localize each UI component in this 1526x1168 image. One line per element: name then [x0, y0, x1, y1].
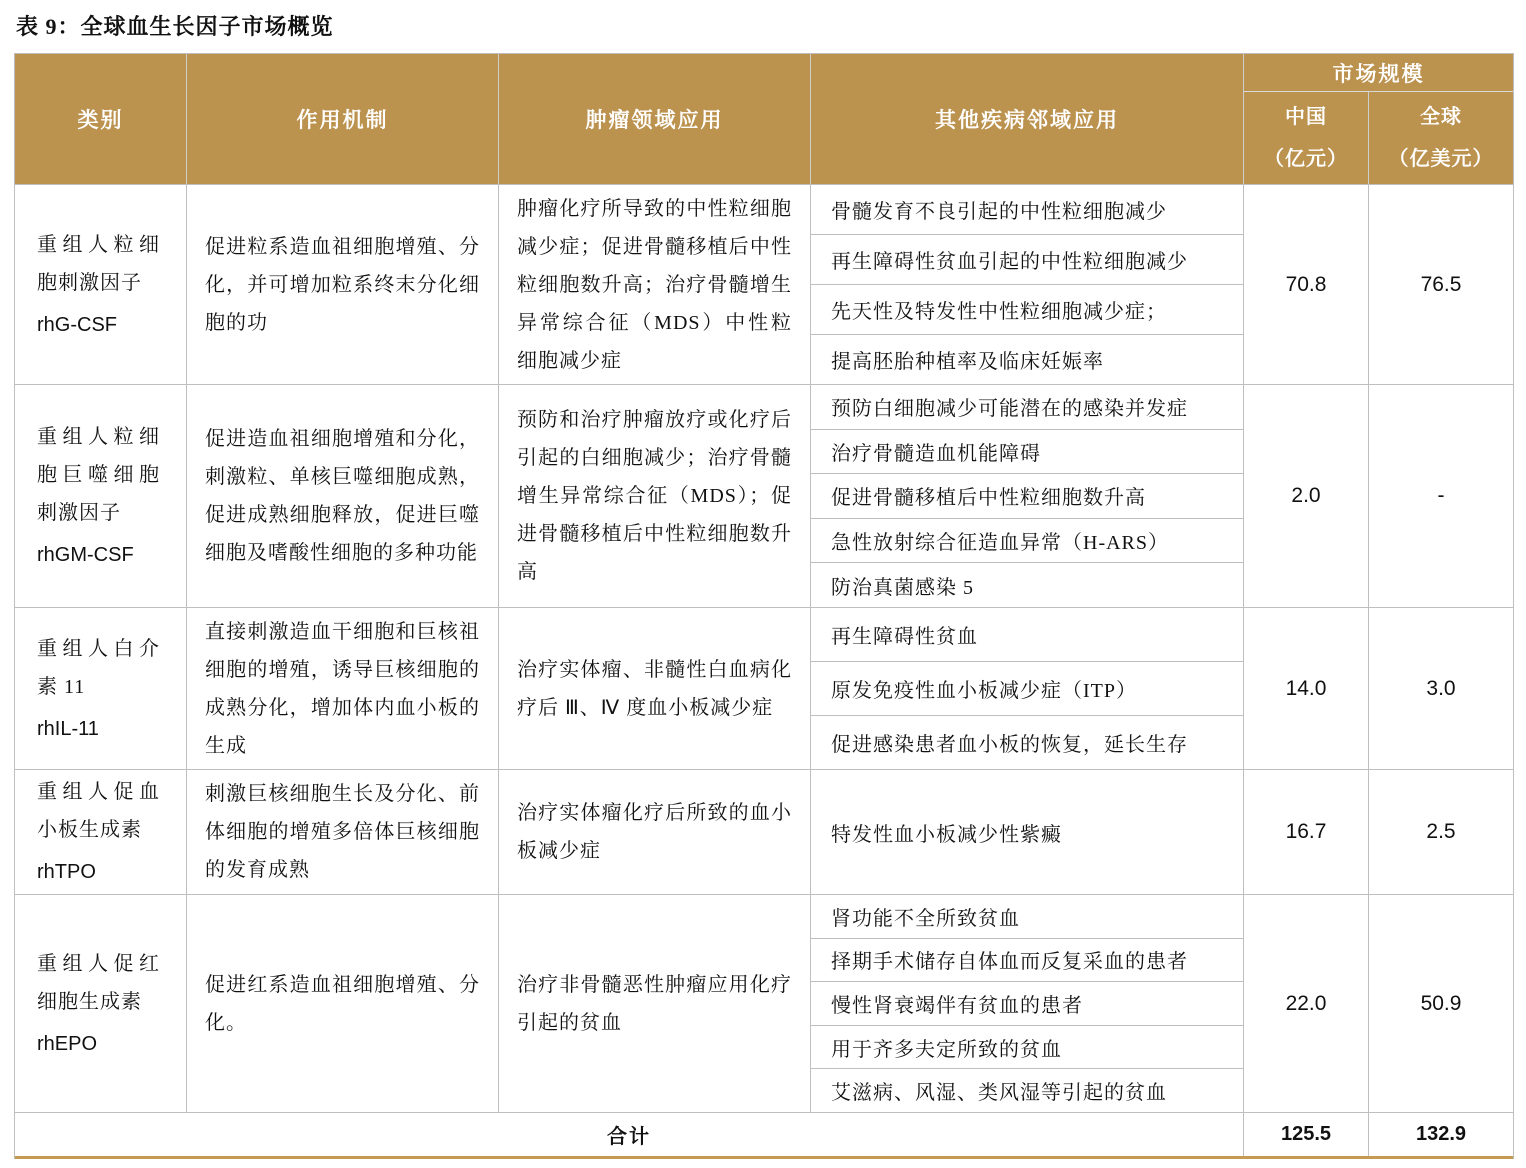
total-china-value: 125.5 — [1244, 1113, 1369, 1156]
mechanism-text: 促进红系造血祖细胞增殖、分化。 — [205, 973, 480, 1034]
table-row — [15, 894, 1513, 1112]
global-market-value: 50.9 — [1420, 991, 1462, 1015]
table-title: 表 9：全球血生长因子市场概览 — [16, 14, 334, 39]
other-apps-list — [811, 185, 1244, 384]
other-app-item: 先天性及特发性中性粒细胞减少症； — [811, 285, 1243, 335]
category-cell — [15, 895, 187, 1112]
china-market-value: 70.8 — [1244, 185, 1369, 384]
category-cell — [15, 385, 187, 607]
table-header-row — [15, 54, 1513, 184]
mechanism-text: 促进粒系造血祖细胞增殖、分化，并可增加粒系终末分化细胞的功 — [205, 235, 480, 334]
table-row — [15, 384, 1513, 607]
other-app-item: 艾滋病、风湿、类风湿等引起的贫血 — [831, 1082, 1167, 1105]
header-other-apps: 其他疾病邻域应用 — [811, 54, 1244, 184]
tumor-apps-cell — [499, 385, 811, 607]
category-name: 重组人粒细胞刺激因子 — [37, 233, 160, 294]
category-name: 重组人白介素 11 — [37, 637, 160, 698]
other-apps-list — [811, 770, 1244, 894]
china-market-value: 22.0 — [1244, 895, 1369, 1112]
table-row — [15, 769, 1513, 894]
category-code: rhG-CSF — [37, 313, 117, 336]
category-name: 重组人粒细胞巨噬细胞刺激因子 — [37, 426, 160, 524]
other-app-item: 原发免疫性血小板减少症（ITP） — [811, 662, 1243, 716]
header-tumor-apps: 肿瘤领域应用 — [499, 54, 811, 184]
mechanism-cell — [187, 185, 499, 384]
global-market-value: 76.5 — [1420, 272, 1462, 296]
tumor-apps-cell — [499, 770, 811, 894]
category-code: rhGM-CSF — [37, 544, 134, 566]
mechanism-text: 促进造血祖细胞增殖和分化，刺激粒、单核巨噬细胞成熟，促进成熟细胞释放，促进巨噬细胞及嗜酸性细胞的多种功能 — [205, 428, 480, 564]
mechanism-text: 刺激巨核细胞生长及分化、前体细胞的增殖多倍体巨核细胞的发育成熟 — [205, 783, 480, 881]
category-name: 重组人促红细胞生成素 — [37, 952, 160, 1013]
header-china — [1244, 92, 1369, 184]
category-code: rhIL-11 — [37, 717, 99, 740]
header-global-unit: （亿美元） — [1388, 148, 1494, 170]
china-market-value: 16.7 — [1244, 770, 1369, 894]
other-app-item: 慢性肾衰竭伴有贫血的患者 — [811, 982, 1243, 1026]
header-mechanism: 作用机制 — [187, 54, 499, 184]
category-cell — [15, 608, 187, 769]
china-market-value: 2.0 — [1244, 385, 1369, 607]
table-row — [15, 607, 1513, 769]
other-app-item: 促进感染患者血小板的恢复，延长生存 — [831, 734, 1188, 756]
mechanism-cell — [187, 895, 499, 1112]
other-app-item: 用于齐多夫定所致的贫血 — [811, 1026, 1243, 1070]
mechanism-cell — [187, 608, 499, 769]
header-global-label: 全球 — [1420, 106, 1462, 128]
tumor-apps-text: 治疗非骨髓恶性肿瘤应用化疗引起的贫血 — [517, 973, 792, 1034]
other-app-item: 再生障碍性贫血引起的中性粒细胞减少 — [811, 235, 1243, 285]
category-code: rhTPO — [37, 861, 96, 883]
tumor-apps-text: 治疗实体瘤、非髓性白血病化疗后 Ⅲ、Ⅳ 度血小板减少症 — [517, 658, 792, 719]
header-global — [1369, 92, 1513, 184]
other-app-item: 肾功能不全所致贫血 — [811, 895, 1243, 939]
tumor-apps-text: 治疗实体瘤化疗后所致的血小板减少症 — [517, 802, 792, 862]
header-category: 类别 — [15, 54, 187, 184]
other-app-item: 急性放射综合征造血异常（H-ARS） — [811, 519, 1243, 564]
global-market-value: 2.5 — [1426, 820, 1456, 843]
global-market-value: 3.0 — [1426, 676, 1456, 700]
other-app-item: 促进骨髓移植后中性粒细胞数升高 — [811, 474, 1243, 519]
total-label: 合计 — [15, 1113, 1244, 1156]
tumor-apps-cell — [499, 895, 811, 1112]
category-name: 重组人促血小板生成素 — [37, 781, 160, 841]
global-market-value: - — [1437, 484, 1445, 507]
header-market-size-group — [1244, 54, 1513, 184]
other-app-item: 提高胚胎种植率及临床妊娠率 — [831, 351, 1104, 373]
other-app-item: 防治真菌感染 5 — [831, 576, 974, 599]
other-app-item: 择期手术储存自体血而反复采血的患者 — [811, 939, 1243, 983]
tumor-apps-text: 肿瘤化疗所导致的中性粒细胞减少症；促进骨髓移植后中性粒细胞数升高；治疗骨髓增生异常综合征（MDS）中性粒细胞减少症 — [517, 197, 792, 372]
table-row — [15, 184, 1513, 384]
other-app-item: 特发性血小板减少性紫癜 — [831, 823, 1062, 846]
category-cell — [15, 185, 187, 384]
mechanism-text: 直接刺激造血干细胞和巨核祖细胞的增殖，诱导巨核细胞的成熟分化，增加体内血小板的生成 — [205, 620, 480, 757]
market-overview-table — [14, 53, 1514, 1159]
china-market-value: 14.0 — [1244, 608, 1369, 769]
header-market-size: 市场规模 — [1244, 54, 1513, 92]
other-apps-list — [811, 385, 1244, 607]
category-code: rhEPO — [37, 1032, 98, 1055]
other-apps-list — [811, 895, 1244, 1112]
header-china-unit: （亿元） — [1264, 148, 1348, 170]
other-apps-list — [811, 608, 1244, 769]
category-cell — [15, 770, 187, 894]
other-app-item: 预防白细胞减少可能潜在的感染并发症 — [811, 385, 1243, 430]
total-global-value: 132.9 — [1415, 1123, 1467, 1145]
header-market-size-subrow — [1244, 92, 1513, 184]
tumor-apps-cell — [499, 185, 811, 384]
mechanism-cell — [187, 770, 499, 894]
other-app-item: 骨髓发育不良引起的中性粒细胞减少 — [811, 185, 1243, 235]
tumor-apps-text: 预防和治疗肿瘤放疗或化疗后引起的白细胞减少；治疗骨髓增生异常综合征（MDS）；促进骨髓移植后中性粒细胞数升高 — [517, 409, 792, 583]
mechanism-cell — [187, 385, 499, 607]
other-app-item: 再生障碍性贫血 — [811, 608, 1243, 662]
other-app-item: 治疗骨髓造血机能障碍 — [811, 430, 1243, 475]
header-china-label: 中国 — [1285, 106, 1327, 128]
tumor-apps-cell — [499, 608, 811, 769]
table-footer-row — [15, 1112, 1513, 1159]
